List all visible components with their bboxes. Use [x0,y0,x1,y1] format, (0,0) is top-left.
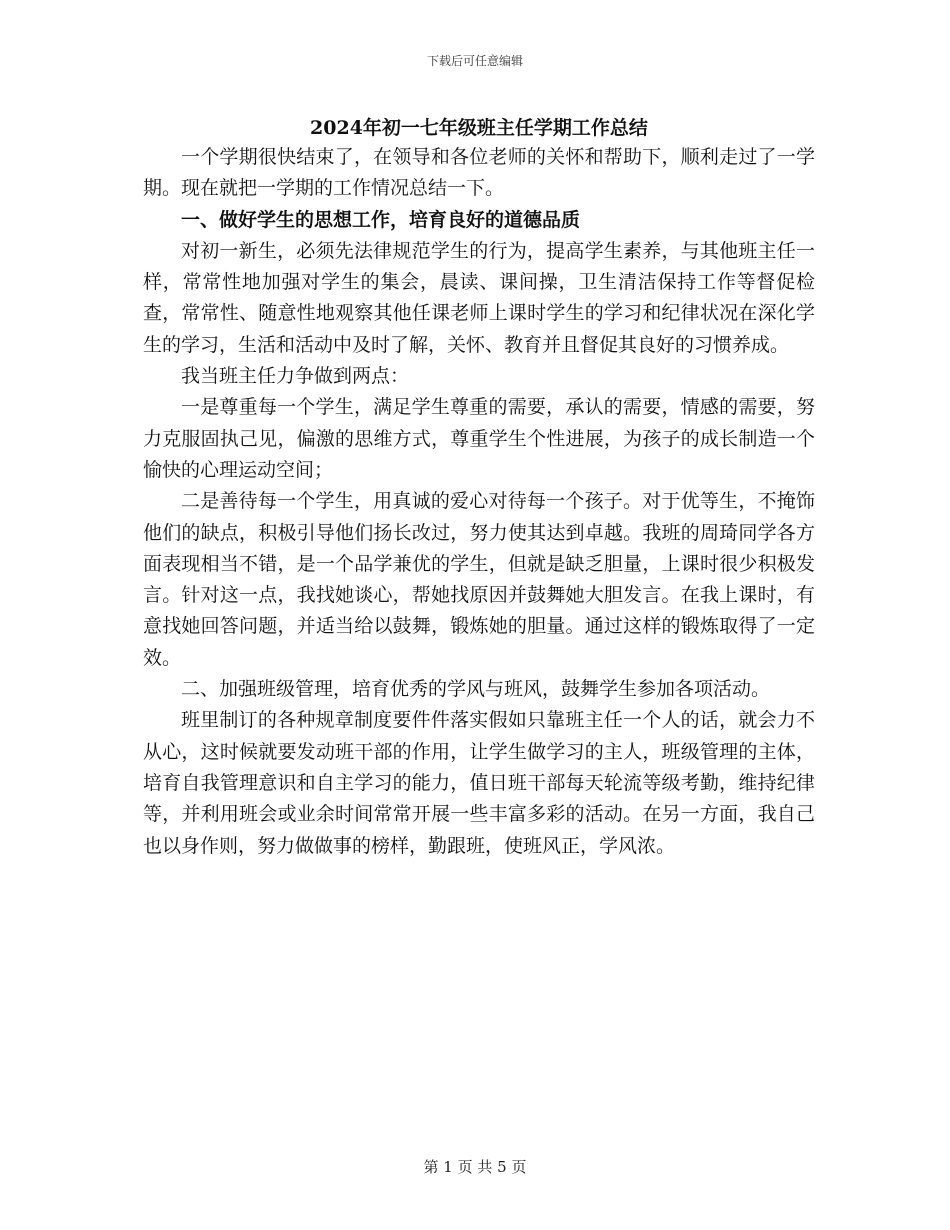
document-body [143,114,815,862]
section-heading-2: 二、加强班级管理，培育优秀的学风与班风，鼓舞学生参加各项活动。 [181,678,771,701]
paragraph-point-two: 二是善待每一个学生，用真诚的爱心对待每一个孩子。对于优等生，不掩饰他们的缺点，积极引导他们扬长改过，努力使其达到卓越。我班的周琦同学各方面表现相当不错，是一个品学兼优的学生，但就是缺乏胆量，上课时很少积极发言。针对这一点，我找她谈心，帮她找原因并鼓舞她大胆发言。在我上课时，有意找她回答问题，并适当给以鼓舞，锻炼她的胆量。通过这样的锻炼取得了一定效。 [143,490,815,669]
section-heading-1: 一、做好学生的思想工作，培育良好的道德品质 [181,208,581,231]
paragraph-section2-body: 班里制订的各种规章制度要件件落实假如只靠班主任一个人的话，就会力不从心，这时候就要发动班干部的作用，让学生做学习的主人，班级管理的主体，培育自我管理意识和自主学习的能力，值日班干部每天轮流等级考勤，维持纪律等，并利用班会或业余时间常常开展一些丰富多彩的活动。在另一方面，我自己也以身作则，努力做做事的榜样，勤跟班，使班风正，学风浓。 [143,709,815,857]
paragraph-two-points: 我当班主任力争做到两点： [181,365,410,388]
paragraph-section1-body: 对初一新生，必须先法律规范学生的行为，提高学生素养，与其他班主任一样，常常性地加强对学生的集会，晨读、课间操，卫生清洁保持工作等督促检查，常常性、随意性地观察其他任课老师上课时学生的学习和纪律状况在深化学生的学习，生活和活动中及时了解，关怀、教育并且督促其良好的习惯养成。 [143,239,815,356]
paragraph-intro: 一个学期很快结束了，在领导和各位老师的关怀和帮助下，顺利走过了一学期。现在就把一学期的工作情况总结一下。 [143,146,815,200]
page-header-note: 下载后可任意编辑 [426,54,523,68]
paragraph-point-one: 一是尊重每一个学生，满足学生尊重的需要，承认的需要，情感的需要，努力克服固执己见，偏激的思维方式，尊重学生个性进展，为孩子的成长制造一个愉快的心理运动空间； [143,396,815,481]
document-title: 2024年初一七年级班主任学期工作总结 [310,117,648,139]
page-number-footer: 第 1 页 共 5 页 [423,1158,527,1176]
